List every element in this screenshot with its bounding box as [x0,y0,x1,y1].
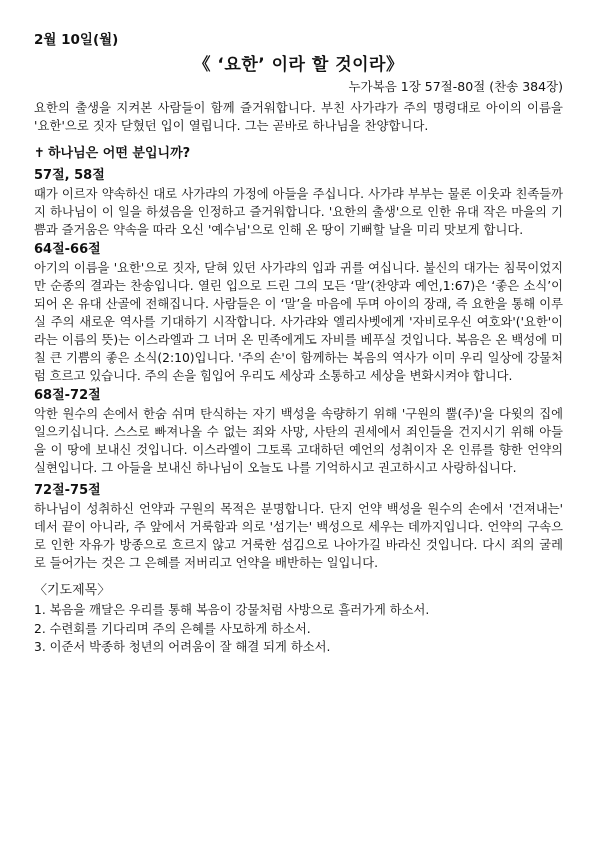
section-heading: 68절-72절 [34,388,101,403]
section-text: 하나님이 성취하신 언약과 구원의 목적은 분명합니다. 단지 언약 백성을 원수의 손에서 '건져내는' 데서 끝이 아니라, 주 앞에서 거룩함과 의로 '섬기는' 백성으로 세우는 데까지입니다. 언약의 구속으로 인한 자유가 방종으로 흐르지 않고 거룩한 섬김으로 나아가길 바라신 것입니다. 다시 죄의 굴레로 들어가는 것은 그 은혜를 저버리고 언약을 배반하는 일입니다. [34,502,563,570]
prayer-item: 3. 이준서 박종하 청년의 어려움이 잘 해결 되게 하소서. [34,640,331,654]
date-label: 2월 10일(월) [34,32,119,48]
question-text: 하나님은 어떤 분입니까? [48,146,191,161]
cross-icon: ✝ [34,146,45,161]
intro-paragraph: 요한의 출생을 지켜본 사람들이 함께 즐거워합니다. 부친 사가랴가 주의 명령대로 아이의 이름을 '요한'으로 짓자 닫혔던 입이 열립니다. 그는 곧바로 하나님을 찬양합니다. [34,101,563,133]
prayer-list [34,601,563,657]
prayer-heading: 〈기도제목〉 [34,583,111,598]
section-verses-72-75 [34,482,563,572]
section-heading: 64절-66절 [34,242,101,257]
question-heading [34,142,563,162]
section-heading: 72절-75절 [34,483,101,498]
scripture-reference: 누가복음 1장 57절-80절 (찬송 384장) [348,79,563,94]
section-verses-68-72 [34,387,563,477]
section-text: 아기의 이름을 '요한'으로 짓자, 닫혀 있던 사가랴의 입과 귀를 여십니다. 불신의 대가는 침묵이었지만 순종의 결과는 찬송입니다. 열린 입으로 드린 그의 모든 ‘말’(찬양과 예언,1:67)은 ‘좋은 소식’이 되어 온 유대 산골에 전해집니다. 사람들은 이 ‘말’을 마음에 두며 아이의 장래, 즉 요한을 통해 이루실 주의 새로운 역사를 기대하기 시작합니다. 사가랴와 엘리사벳에게 '자비로우신 여호와'('요한'이라는 이름의 뜻)는 이스라엘과 그 너머 온 민족에게도 자비를 베푸실 것입니다. 복음은 온 백성에 미칠 큰 기쁨의 좋은 소식(2:10)입니다. '주의 손'이 함께하는 복음의 역사가 이미 우리 일상에 강물처럼 흐르고 있습니다. 주의 손을 힘입어 우리도 세상과 소통하고 세상을 변화시켜야 합니다. [34,261,563,383]
page-title: 《 ‘요한’ 이라 할 것이라》 [193,55,404,75]
prayer-item: 1. 복음을 깨달은 우리를 통해 복음이 강물처럼 사방으로 흘러가게 하소서. [34,603,430,617]
section-verses-64-66 [34,241,563,385]
section-text: 악한 원수의 손에서 한숨 쉬며 탄식하는 자기 백성을 속량하기 위해 '구원의 뿔(주)'을 다윗의 집에 일으키십니다. 스스로 빠져나올 수 없는 죄와 사망, 사탄의 권세에서 죄인들을 건지시기 위해 아들을 이 땅에 보내신 것입니다. 이스라엘이 그토록 고대하던 예언의 성취이자 온 인류를 향한 언약의 실현입니다. 그 아들을 보내신 하나님이 오늘도 나를 기억하시고 권고하시고 사랑하십니다. [34,407,563,475]
section-verses-57-58 [34,167,563,239]
section-text: 때가 이르자 약속하신 대로 사가랴의 가정에 아들을 주십니다. 사가랴 부부는 물론 이웃과 친족들까지 하나님이 이 일을 하셨음을 인정하고 즐거워합니다. '요한의 출생'으로 인한 유대 작은 마을의 기쁨과 즐거움은 약속을 따라 오신 '예수님'으로 인해 온 땅이 기뻐할 날을 미리 맛보게 합니다. [34,187,563,237]
section-heading: 57절, 58절 [34,168,105,183]
prayer-item: 2. 수련회를 기다리며 주의 은혜를 사모하게 하소서. [34,621,311,636]
